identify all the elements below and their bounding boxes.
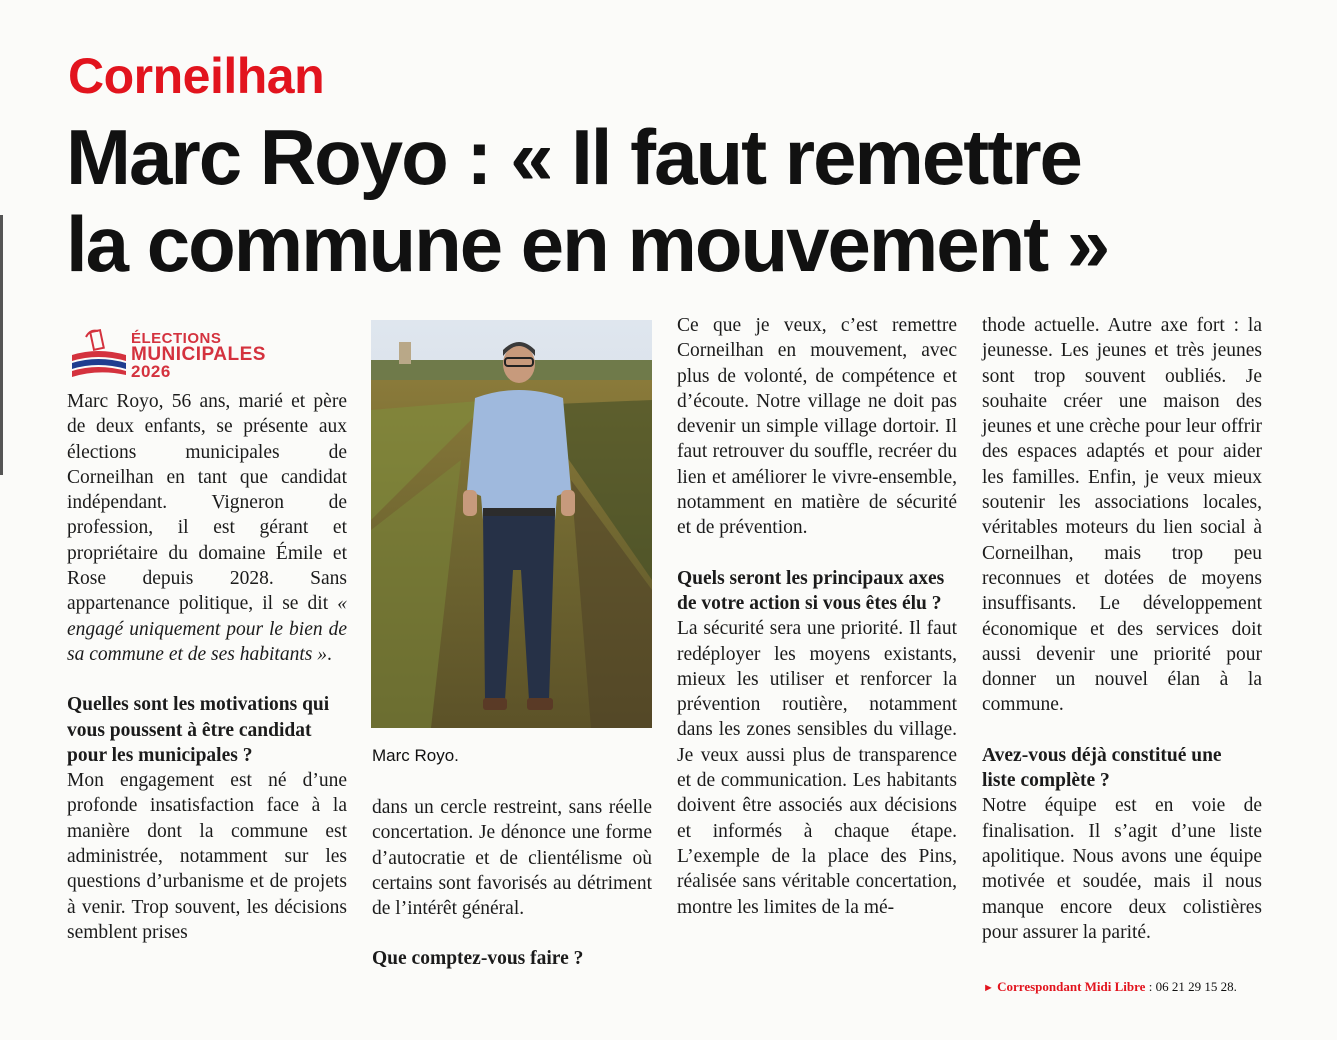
arrow-right-icon: ►: [983, 982, 994, 994]
candidate-photo: [371, 320, 652, 728]
headline-line-1: Marc Royo : « Il faut remettre: [66, 113, 1081, 201]
question-1: Quelles sont les motivations qui vous poussent à être candidat pour les municipales ?: [67, 694, 330, 766]
logo-line-2: MUNICIPALES: [131, 344, 266, 365]
answer-1: Mon engagement est né d’une profonde insatisfaction face à la manière dont la commune est administrée, notamment sur les questions d’urbanisme et de projets à venir. Trop souvent, les décisions semblent prises: [67, 770, 347, 943]
credit-phone: : 06 21 29 15 28.: [1145, 979, 1237, 994]
logo-line-1: ÉLECTIONS: [131, 330, 222, 347]
column-1: [67, 389, 347, 945]
article-kicker: Corneilhan: [68, 48, 325, 104]
headline-line-2: la commune en mouvement »: [66, 200, 1109, 288]
intro-quote: « engagé uniquement pour le bien de sa commune et de ses habitants »: [67, 593, 347, 665]
answer-4: Notre équipe est en voie de finalisation. Il s’agit d’une liste apolitique. Nous avons une équipe motivée et soudée, mais il nous manque encore deux colistières pour assurer la parité.: [982, 795, 1262, 943]
column-2: [372, 795, 652, 972]
intro-end: .: [326, 643, 332, 665]
question-2: Que comptez-vous faire ?: [372, 948, 584, 970]
question-3: Quels seront les principaux axes de votre action si vous êtes élu ?: [677, 567, 945, 614]
intro-text: Marc Royo, 56 ans, marié et père de deux enfants, se présente aux élections municipales de Corneilhan en tant que candidat indépendant. Vigneron de profession, il est gérant et propriétaire du domaine Émile et Rose depuis 2028. Sans appartenance politique, il se dit: [67, 391, 347, 615]
answer-1-continued: dans un cercle restreint, sans réelle concertation. Je dénonce une forme d’autocratie et de clientélisme où certains sont favorisés au détriment de l’intérêt général.: [372, 797, 652, 920]
article-headline: [66, 114, 1246, 288]
ballot-box-icon: [68, 325, 130, 383]
column-3: [677, 313, 957, 920]
question-4: Avez-vous déjà constitué une liste complète ?: [982, 744, 1222, 792]
photo-illustration: [371, 320, 652, 728]
answer-2: Ce que je veux, c’est remettre Corneilhan en mouvement, avec plus de volonté, de compétence et d’écoute. Notre village ne doit pas devenir un simple village dortoir. Il faut retrouver du souffle, recréer du lien et améliorer le vivre-ensemble, notamment en matière de sécurité et de prévention.: [677, 315, 957, 539]
correspondent-credit: [983, 979, 1237, 995]
answer-3: La sécurité sera une priorité. Il faut redéployer les moyens existants, mieux les utiliser et renforcer la prévention routière, notamment dans les zones sensibles du village. Je veux aussi plus de transparence et de communication. Les habitants doivent être associés aux décisions et informés à chaque étape. L’exemple de la place des Pins, réalisée sans véritable concertation, montre les limites de la mé-: [677, 618, 957, 918]
logo-line-3: 2026: [131, 362, 171, 381]
elections-logo: [68, 325, 308, 383]
column-4: [982, 313, 1262, 945]
intro-paragraph: [67, 389, 347, 667]
credit-label: Correspondant Midi Libre: [997, 979, 1146, 994]
answer-3-continued: thode actuelle. Autre axe fort : la jeunesse. Les jeunes et très jeunes sont trop souvent oubliés. Je souhaite créer une maison des jeunes et une crèche pour leur offrir des espaces adaptés et pour aider les familles. Enfin, je veux mieux soutenir les associations locales, véritables moteurs du lien social à Corneilhan, mais trop peu reconnues et dotées de moyens insuffisants. Le développement économique et des services doit aussi devenir une priorité pour donner un nouvel élan à la commune.: [982, 315, 1262, 716]
photo-caption: Marc Royo.: [372, 746, 459, 765]
page-edge-rule: [0, 215, 3, 475]
